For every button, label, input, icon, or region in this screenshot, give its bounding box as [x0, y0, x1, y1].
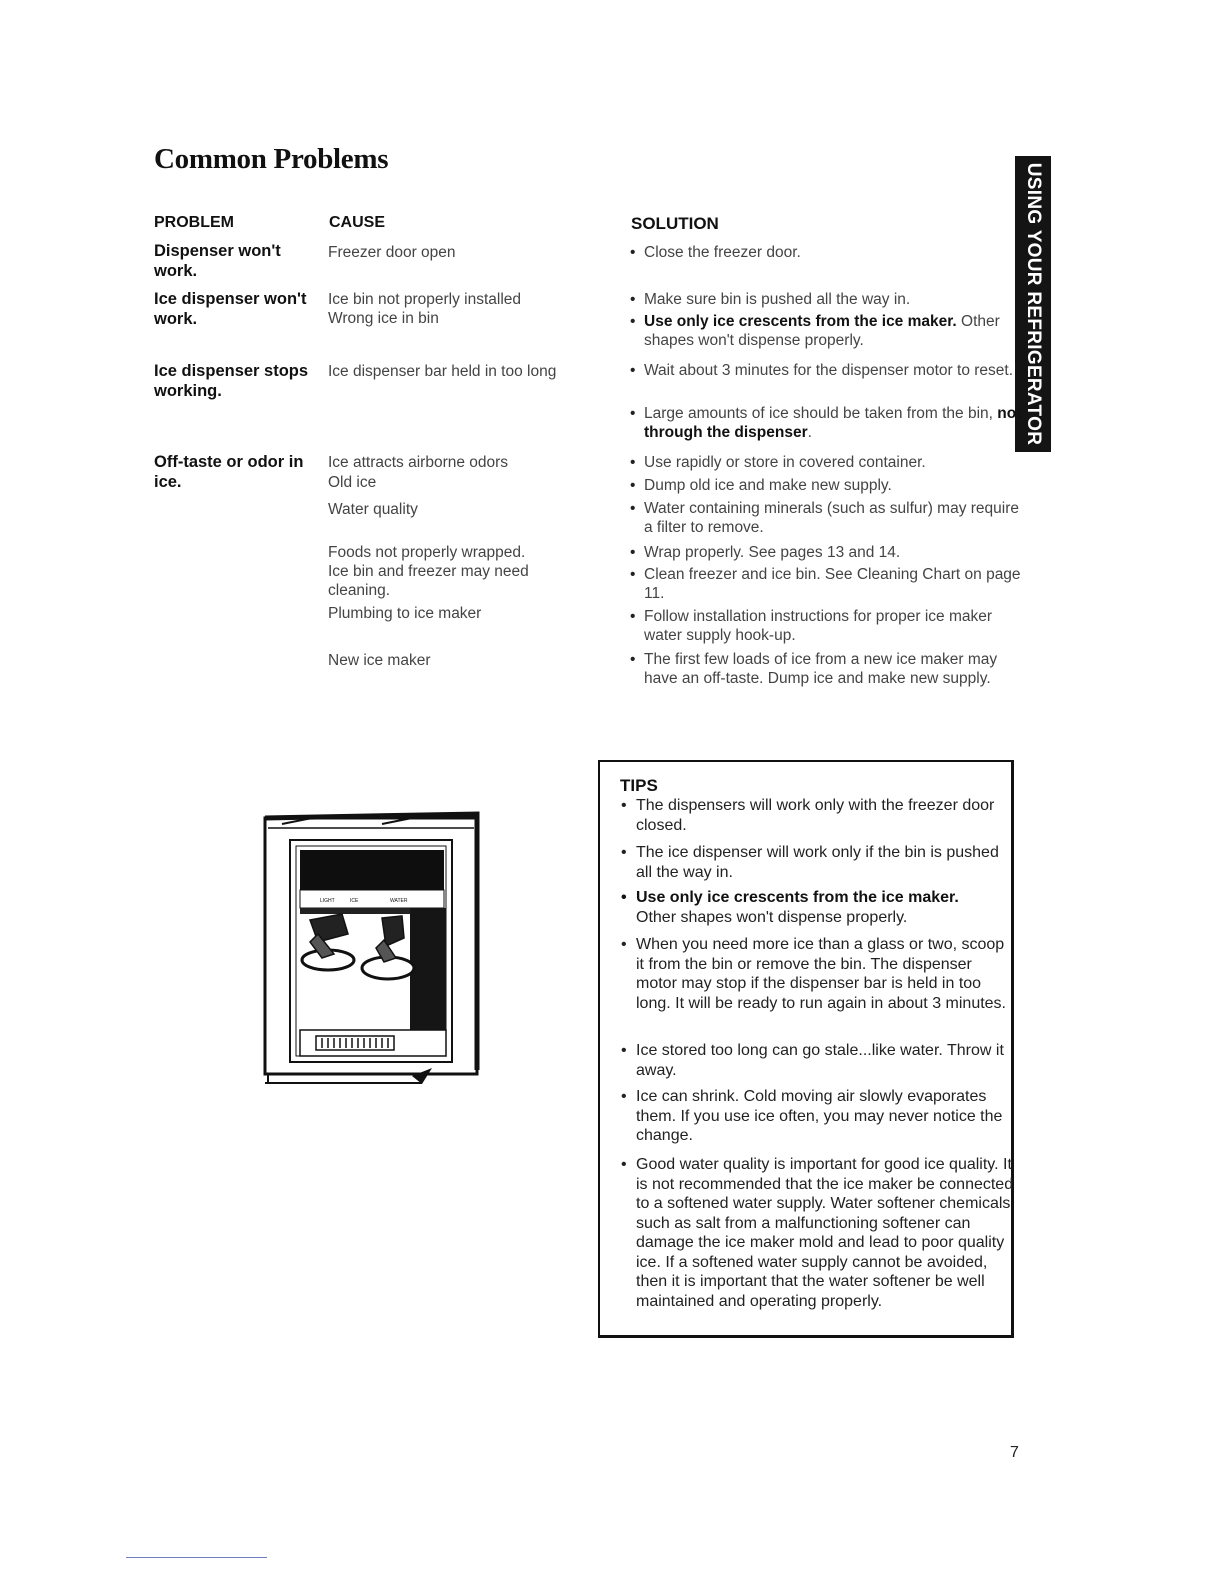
light-label: LIGHT — [320, 898, 335, 904]
tip-item: • When you need more ice than a glass or two, scoop it from the bin or remove the bin. The dispenser motor may stop if the dispenser bar is held in too long. It will be ready to run again in about 3 minutes. — [621, 935, 1016, 1013]
cause-text: Wrong ice in bin — [328, 310, 439, 327]
solution-text: • Close the freezer door. — [630, 243, 1029, 262]
solution-text: • The first few loads of ice from a new ice maker may have an off-taste. Dump ice and make new supply. — [630, 650, 1029, 688]
solution-end: . — [807, 424, 812, 441]
solution-text: • Make sure bin is pushed all the way in. — [630, 290, 1029, 309]
solution-text: • Use rapidly or store in covered container. — [630, 453, 1029, 472]
footer-rule — [126, 1557, 267, 1558]
tip-continuation: Other shapes won't dispense properly. — [636, 908, 908, 926]
solution-text — [630, 312, 1029, 350]
tip-item: • Good water quality is important for good ice quality. It is not recommended that the ice maker be connected to a softened water supply. Water softener chemicals such as salt from a malfunctioning softener can damage the ice maker mold and lead to poor quality ice. If a softened water supply cannot be avoided, then it is important that the water softener be well maintained and operating properly. — [621, 1155, 1016, 1311]
cause-text: Old ice — [328, 474, 377, 491]
page-title: Common Problems — [154, 143, 389, 175]
solution-emphasis: not through the dispenser — [644, 405, 1022, 441]
cause-column-header: CAUSE — [329, 214, 386, 231]
tip-item: • Ice can shrink. Cold moving air slowly evaporates them. If you use ice often, you may never notice the change. — [621, 1087, 1016, 1146]
tip-item: • The ice dispenser will work only if the bin is pushed all the way in. — [621, 843, 1016, 882]
solution-text: • Wrap properly. See pages 13 and 14. — [630, 543, 1029, 562]
solution-continuation: Other shapes won't dispense properly. — [644, 313, 1000, 349]
problem-dispenser-wont-work: Dispenser won't work. — [154, 242, 281, 280]
cause-text: Plumbing to ice maker — [328, 605, 482, 622]
cause-text: Foods not properly wrapped. — [328, 544, 526, 561]
cause-text: New ice maker — [328, 652, 431, 669]
solution-text — [630, 404, 1029, 442]
solution-text: • Follow installation instructions for proper ice maker water supply hook-up. — [630, 607, 1029, 645]
cause-text: Freezer door open — [328, 244, 456, 261]
cause-text: Ice attracts airborne odors — [328, 454, 509, 471]
solution-text: • Clean freezer and ice bin. See Cleaning Chart on page 11. — [630, 565, 1029, 603]
problem-ice-dispenser-wont-work: Ice dispenser won't work. — [154, 290, 307, 328]
tips-title: TIPS — [620, 776, 658, 795]
ice-label: ICE — [350, 898, 359, 904]
page-number: 7 — [1010, 1444, 1019, 1461]
cause-text: Ice bin not properly installed — [328, 291, 522, 308]
problem-off-taste-odor: Off-taste or odor in ice. — [154, 453, 304, 491]
dispenser-illustration — [262, 808, 482, 1086]
cause-text: Water quality — [328, 501, 418, 518]
water-label: WATER — [390, 898, 408, 904]
tip-item — [621, 888, 1016, 927]
solution-lead: Large amounts of ice should be taken from the bin, — [644, 405, 998, 422]
cause-text: Ice bin and freezer may need cleaning. — [328, 563, 529, 599]
solution-text: • Wait about 3 minutes for the dispenser motor to reset. — [630, 361, 1029, 380]
cause-text: Ice dispenser bar held in too long — [328, 363, 557, 380]
solution-emphasis: Use only ice crescents from the ice maker. — [644, 313, 957, 330]
solution-column-header: SOLUTION — [631, 214, 719, 233]
solution-text: • Dump old ice and make new supply. — [630, 476, 1029, 495]
side-tab-label: USING YOUR REFRIGERATOR — [1023, 162, 1044, 446]
tip-item: • The dispensers will work only with the freezer door closed. — [621, 796, 1016, 835]
problem-ice-dispenser-stops: Ice dispenser stops working. — [154, 362, 309, 400]
problem-column-header: PROBLEM — [154, 214, 234, 231]
tip-item: • Ice stored too long can go stale...like water. Throw it away. — [621, 1041, 1016, 1080]
solution-text: • Water containing minerals (such as sulfur) may require a filter to remove. — [630, 499, 1029, 537]
tip-emphasis: Use only ice crescents from the ice maker. — [636, 889, 959, 906]
